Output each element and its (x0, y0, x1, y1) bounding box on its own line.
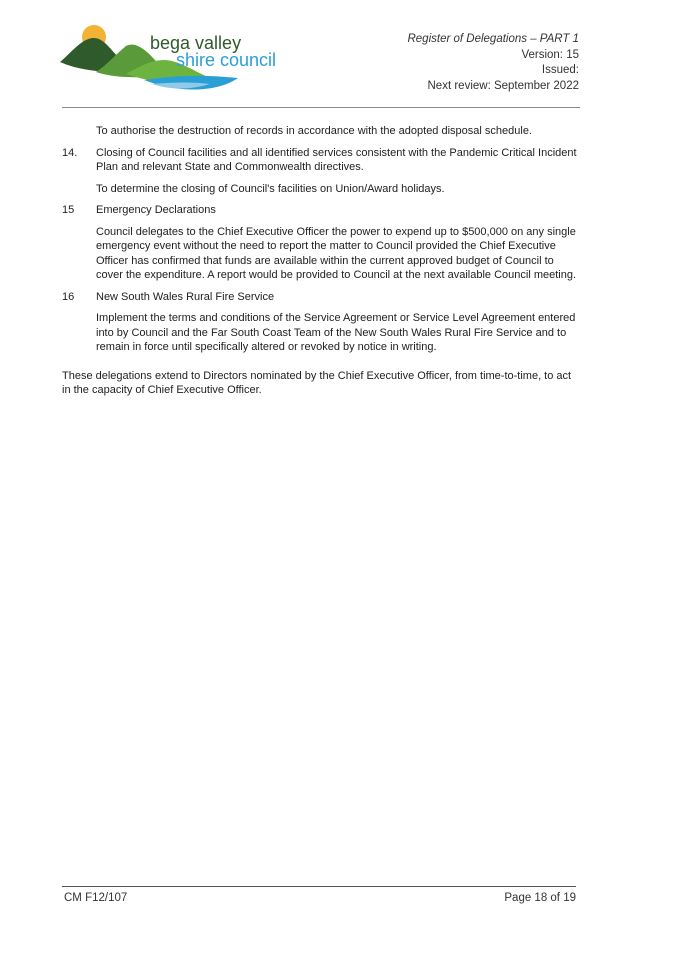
closing-paragraph: These delegations extend to Directors nominated by the Chief Executive Officer, from time-to-time, to act in the capacity of Chief Executive Officer. (62, 369, 572, 396)
item-heading: Emergency Declarations (96, 204, 216, 216)
next-review-label: Next review: September 2022 (427, 79, 579, 92)
version-label: Version: 15 (521, 48, 579, 61)
council-logo (60, 20, 280, 96)
destruction-paragraph: To authorise the destruction of records in accordance with the adopted disposal schedule. (96, 125, 532, 137)
logo-text-line2: shire council (176, 50, 277, 70)
page-number: Page 18 of 19 (504, 892, 576, 904)
list-item (62, 203, 580, 218)
item-number: 15 (62, 204, 75, 216)
emergency-paragraph: Council delegates to the Chief Executive Officer the power to expend up to $500,000 on any single emergency event without the need to report the matter to Council provided the Chief Executive Officer has confirmed that funds are available within the current approved budget of Council to cover the expenditure. A report would be provided to Council at the next available Council meeting. (96, 225, 577, 281)
list-item (62, 290, 580, 305)
rfs-paragraph: Implement the terms and conditions of the Service Agreement or Service Level Agreement entered into by Council and the Far South Coast Team of the New South Wales Rural Fire Service and to remain in force until specifically altered or revoked by notice in writing. (96, 312, 576, 353)
document-body (62, 124, 580, 405)
document-title: Register of Delegations – PART 1 (407, 33, 579, 45)
item-number: 14. (62, 146, 78, 159)
item-text: Closing of Council facilities and all identified services consistent with the Pandemic Critical Incident Plan and relevant State and Commonwealth directives. (96, 146, 577, 173)
header-divider (62, 107, 580, 108)
document-reference: CM F12/107 (64, 892, 128, 904)
header-meta (407, 32, 579, 94)
union-holidays-paragraph: To determine the closing of Council's facilities on Union/Award holidays. (96, 182, 445, 195)
footer-divider (62, 886, 576, 887)
list-item (62, 146, 580, 175)
issued-label: Issued: (541, 64, 579, 76)
item-number: 16 (62, 290, 75, 303)
logo-text-line1: bega valley (150, 33, 242, 53)
item-heading: New South Wales Rural Fire Service (96, 290, 275, 303)
